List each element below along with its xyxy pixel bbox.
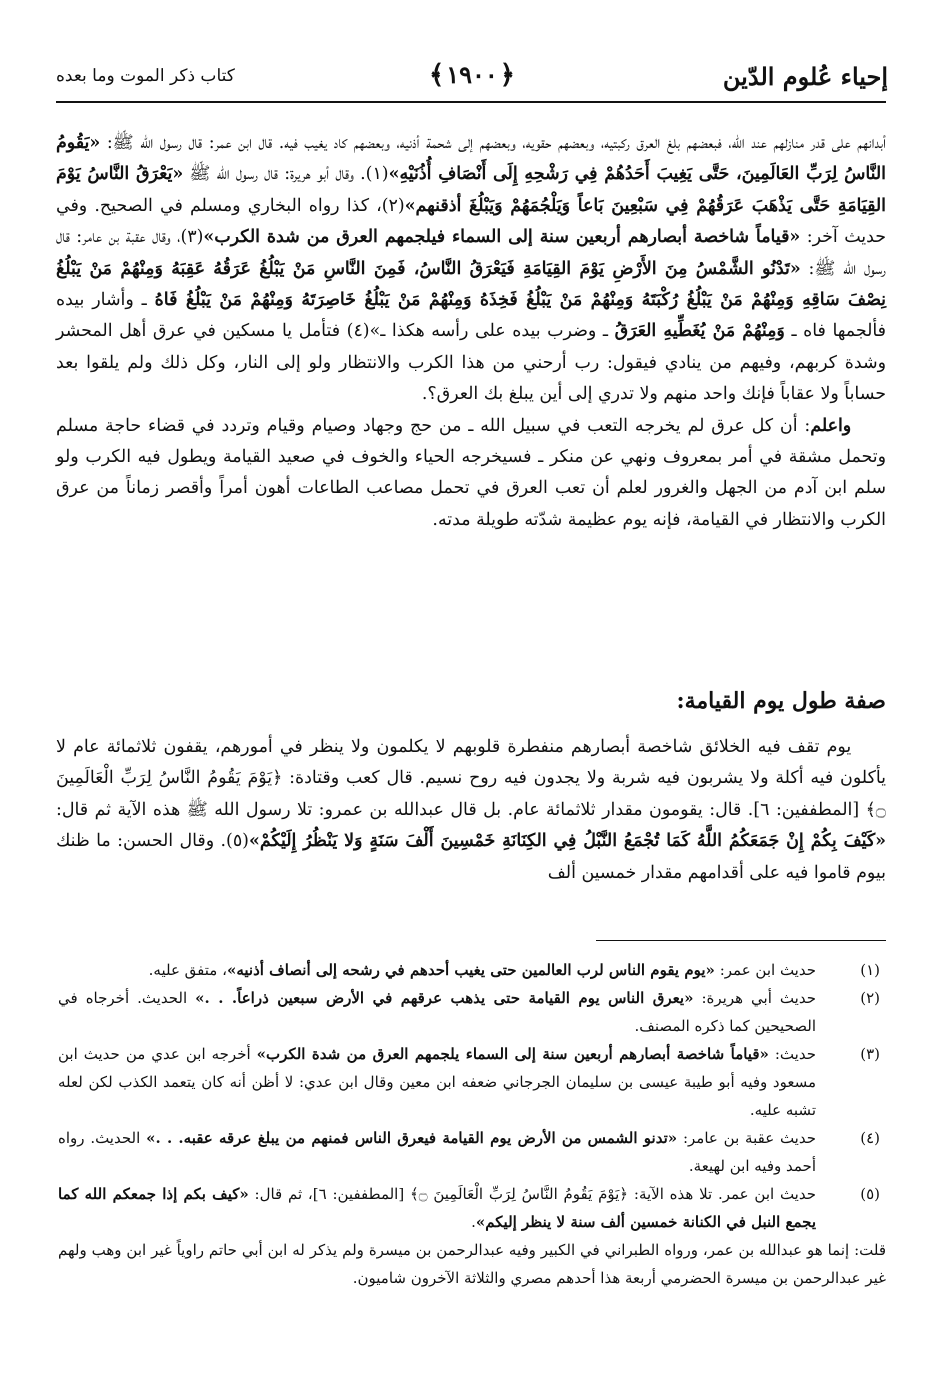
emphasis-word: واعلم (810, 415, 852, 436)
footnote-text (58, 956, 816, 984)
text-run: ، متفق عليه. (148, 961, 227, 979)
text-run: (٢)، كذا رواه البخاري ومسلم في الصحيح. وفي حديث آخر: (56, 195, 887, 248)
text-run: حديث: (768, 1045, 816, 1063)
paragraph-3 (56, 732, 886, 889)
text-run: [المطففين: ٦]. قال: يقومون مقدار ثلاثمائة عام. بل قال عبدالله بن عمرو: تلا رسول الله ﷺ هذه الآية ثم قال: (56, 799, 866, 820)
footnote (58, 956, 886, 984)
footnote-text (58, 1180, 816, 1236)
text-run: ـ وأشار بيده فألجمها فاه ـ (56, 290, 886, 342)
footnote-commentary: قلت: إنما هو عبدالله بن عمر، ورواه الطبراني في الكبير وفيه عبدالرحمن بن ميسرة ولم يذكر له ابن أبي حاتم راوياً غير ابن وهب ولهم غير عبدالرحمن بن ميسرة الحضرمي أربعة هذا أحدهم مصري والثلاثة الآخرون شاميون. (58, 1241, 886, 1287)
hadith-quote: «قياماً شاخصة أبصارهم أربعين سنة إلى السماء فيلجمهم العرق من شدة الكرب» (203, 227, 801, 248)
text-run: أبدانهم على قدر منازلهم عند الله، فبعضهم بلغ العرق ركبتيه، وبعضهم حقويه، وبعضهم إلى شحمة أذنيه، وبعضهم كاد يغيب فيه. قال ابن عمر: قال رسول الله ﷺ: (100, 133, 886, 153)
section-heading: صفة طول يوم القيامة: (676, 688, 886, 714)
footnote-number: (٤) (860, 1129, 880, 1147)
text-run: الحديث. رواه أحمد وفيه ابن لهيعة. (58, 1129, 816, 1175)
text-run: حديث ابن عمر: (714, 961, 816, 979)
text-run: حديث عقبة بن عامر: (677, 1129, 816, 1147)
hadith-quote: «قياماً شاخصة أبصارهم أربعين سنة إلى السماء يلجمهم العرق من شدة الكرب» (256, 1045, 769, 1063)
footnote-text (58, 1124, 816, 1180)
hadith-quote: «يعرق الناس يوم القيامة حتى يذهب عرقهم في الأرض سبعين ذراعاً. . .» (195, 989, 694, 1007)
text-run: : أن كل عرق لم يخرجه التعب في سبيل الله ـ من حج وجهاد وصيام وقيام وتردد في قضاء حاجة مسلم وتحمل مشقة في أمر بمعروف ونهي عن منكر ـ فسيخرجه الحياء والخوف في صعيد القيامة ويطول فيه الكرب ولو سلم ابن آدم من الجهل والغرور لعلم أن تعب العرق في تحمل مصاعب الطاعات أهون أمراً وأقصر زماناً من عرق الكرب والانتظار في القيامة، فإنه يوم عظيمة شدّته طويلة مدته. (56, 415, 886, 530)
footnote (58, 984, 886, 1040)
text-run: حديث أبي هريرة: (693, 989, 816, 1007)
text-run: . (471, 1213, 476, 1231)
footnote-number: (٥) (860, 1185, 880, 1203)
footnote (58, 1180, 886, 1236)
hadith-quote: «كيف بكم إذا جمعكم الله كما يجمع النبل في الكنانة خمسين ألف سنة لا ينظر إليكم» (58, 1185, 816, 1231)
paragraph-2 (56, 411, 886, 537)
main-text (56, 128, 886, 536)
book-title: إحياء عُلوم الدّين (722, 62, 888, 91)
hadith-quote: «كَيْفَ بِكُمْ إِنْ جَمَعَكُمُ اللَّهُ كَمَا تُجْمَعُ النَّبْلُ فِي الكِنَانَةِ خَمْسِينَ أَلْفَ سَنَةٍ وَلا يَنْظُرُ إِلَيْكُمْ» (248, 831, 886, 852)
page-number: ١٩٠٠ (446, 60, 498, 89)
text-run: يوم تقف فيه الخلائق شاخصة أبصارهم منفطرة قلوبهم لا يكلمون ولا ينظر في أمورهم، يقفون ثلاثمائة عام لا يأكلون فيه أكلة ولا يشربون فيه شربة ولا يجدون فيه روح نسيم. قال كعب وقتادة: (56, 737, 886, 789)
ornament-left-icon: ﴿ (499, 60, 516, 90)
chapter-title: كتاب ذكر الموت وما بعده (56, 66, 235, 86)
text-run: الحديث. أخرجاه في الصحيحين كما ذكره المصنف. (58, 989, 816, 1035)
footnote-number: (٣) (860, 1045, 880, 1063)
quran-verse: ﴿يَوْمَ يَقُومُ النَّاسُ لِرَبِّ الْعَالَمِينَ ۝﴾ (409, 1185, 629, 1203)
ornament-right-icon: ﴾ (428, 60, 445, 90)
footnote-number: (١) (860, 961, 880, 979)
hadith-quote: وَمِنْهُمْ مَنْ يُغَطِّيهِ العَرَقُ (614, 321, 785, 342)
hadith-quote: «يوم يقوم الناس لرب العالمين حتى يغيب أحدهم في رشحه إلى أنصاف أذنيه» (226, 961, 715, 979)
footnote (58, 1040, 886, 1124)
hadith-quote: «تَدْنُو الشَّمْسُ مِنَ الأَرْضِ يَوْمَ القِيَامَةِ فَيَعْرَقُ النَّاسُ، فَمِنَ النَّاسِ مَنْ يَبْلُغُ عَرَقُهُ عَقِبَهُ وَمِنْهُمْ مَنْ يَبْلُغُ نِصْفَ سَاقِهِ وَمِنْهُمْ مَنْ يَبْلُغُ رُكْبَتَهُ وَمِنْهُمْ مَنْ يَبْلُغُ فَخِذَهُ وَمِنْهُمْ مَنْ يَبْلُغُ خَاصِرَتَهُ وَمِنْهُمْ مَنْ يَبْلُغُ فَاهُ (56, 258, 886, 311)
header-divider (56, 101, 886, 103)
text-run: ـ وضرب بيده على رأسه هكذا ـ»(٤) فتأمل يا مسكين في عرق أهل المحشر وشدة كربهم، وفيهم من ينادي فيقول: رب أرحني من هذا الكرب والانتظار ولو إلى النار، وكل ذلك ولم يلقوا بعد حساباً ولا عقاباً فإنك واحد منهم ولا تدري إلى أين يبلغ بك العرق؟. (56, 321, 886, 405)
quran-verse: ﴿يَوْمَ يَقُومُ النَّاسُ لِرَبِّ الْعَالَمِينَ ۝﴾ (56, 768, 886, 820)
text-run: (١). وقال أبو هريرة: قال رسول الله ﷺ (183, 164, 389, 185)
text-run: (٥). وقال الحسن: ما ظنك بيوم قاموا فيه على أقدامهم مقدار خمسين ألف (56, 831, 886, 883)
text-run: أخرجه ابن عدي من حديث ابن مسعود وفيه أبو طيبة عيسى بن سليمان الجرجاني ضعفه ابن معين وقال ابن عدي: لا أظن أنه كان يتعمد الكذب لكن لعله تشبه عليه. (58, 1045, 816, 1119)
main-text-2 (56, 732, 886, 889)
hadith-quote: «تدنو الشمس من الأرض يوم القيامة فيعرق الناس فمنهم من يبلغ عرقه عقبه. . .» (146, 1129, 678, 1147)
hadith-quote: «يَقُومُ النَّاسُ لِرَبِّ العَالَمِينَ، حَتَّى يَغِيبَ أَحَدُهُمْ فِي رَشْحِهِ إِلَى أَنْصَافِ أُذُنَيْهِ» (56, 133, 886, 185)
footnote-divider (596, 940, 886, 941)
footnote-number: (٢) (860, 989, 880, 1007)
text-run: [المطففين: ٦]، ثم قال: (248, 1185, 410, 1203)
text-run: حديث ابن عمر. تلا هذه الآية: (628, 1185, 816, 1203)
hadith-quote: «يَعْرَقُ النَّاسُ يَوْمَ القِيَامَةِ حَتَّى يَذْهَبَ عَرَقُهُمْ فِي سَبْعِينَ بَاعاً وَيَلْجُمَهُمْ وَيَبْلُغَ أذقنهم» (56, 164, 886, 216)
text-run: (٣)، وقال عقبة بن عامر: قال رسول الله ﷺ: (56, 227, 886, 279)
footnotes (58, 956, 886, 1292)
footnote (58, 1124, 886, 1180)
footnote-text (58, 984, 816, 1040)
paragraph-1 (56, 128, 886, 411)
page-header (56, 60, 888, 100)
footnote-text (58, 1040, 816, 1124)
